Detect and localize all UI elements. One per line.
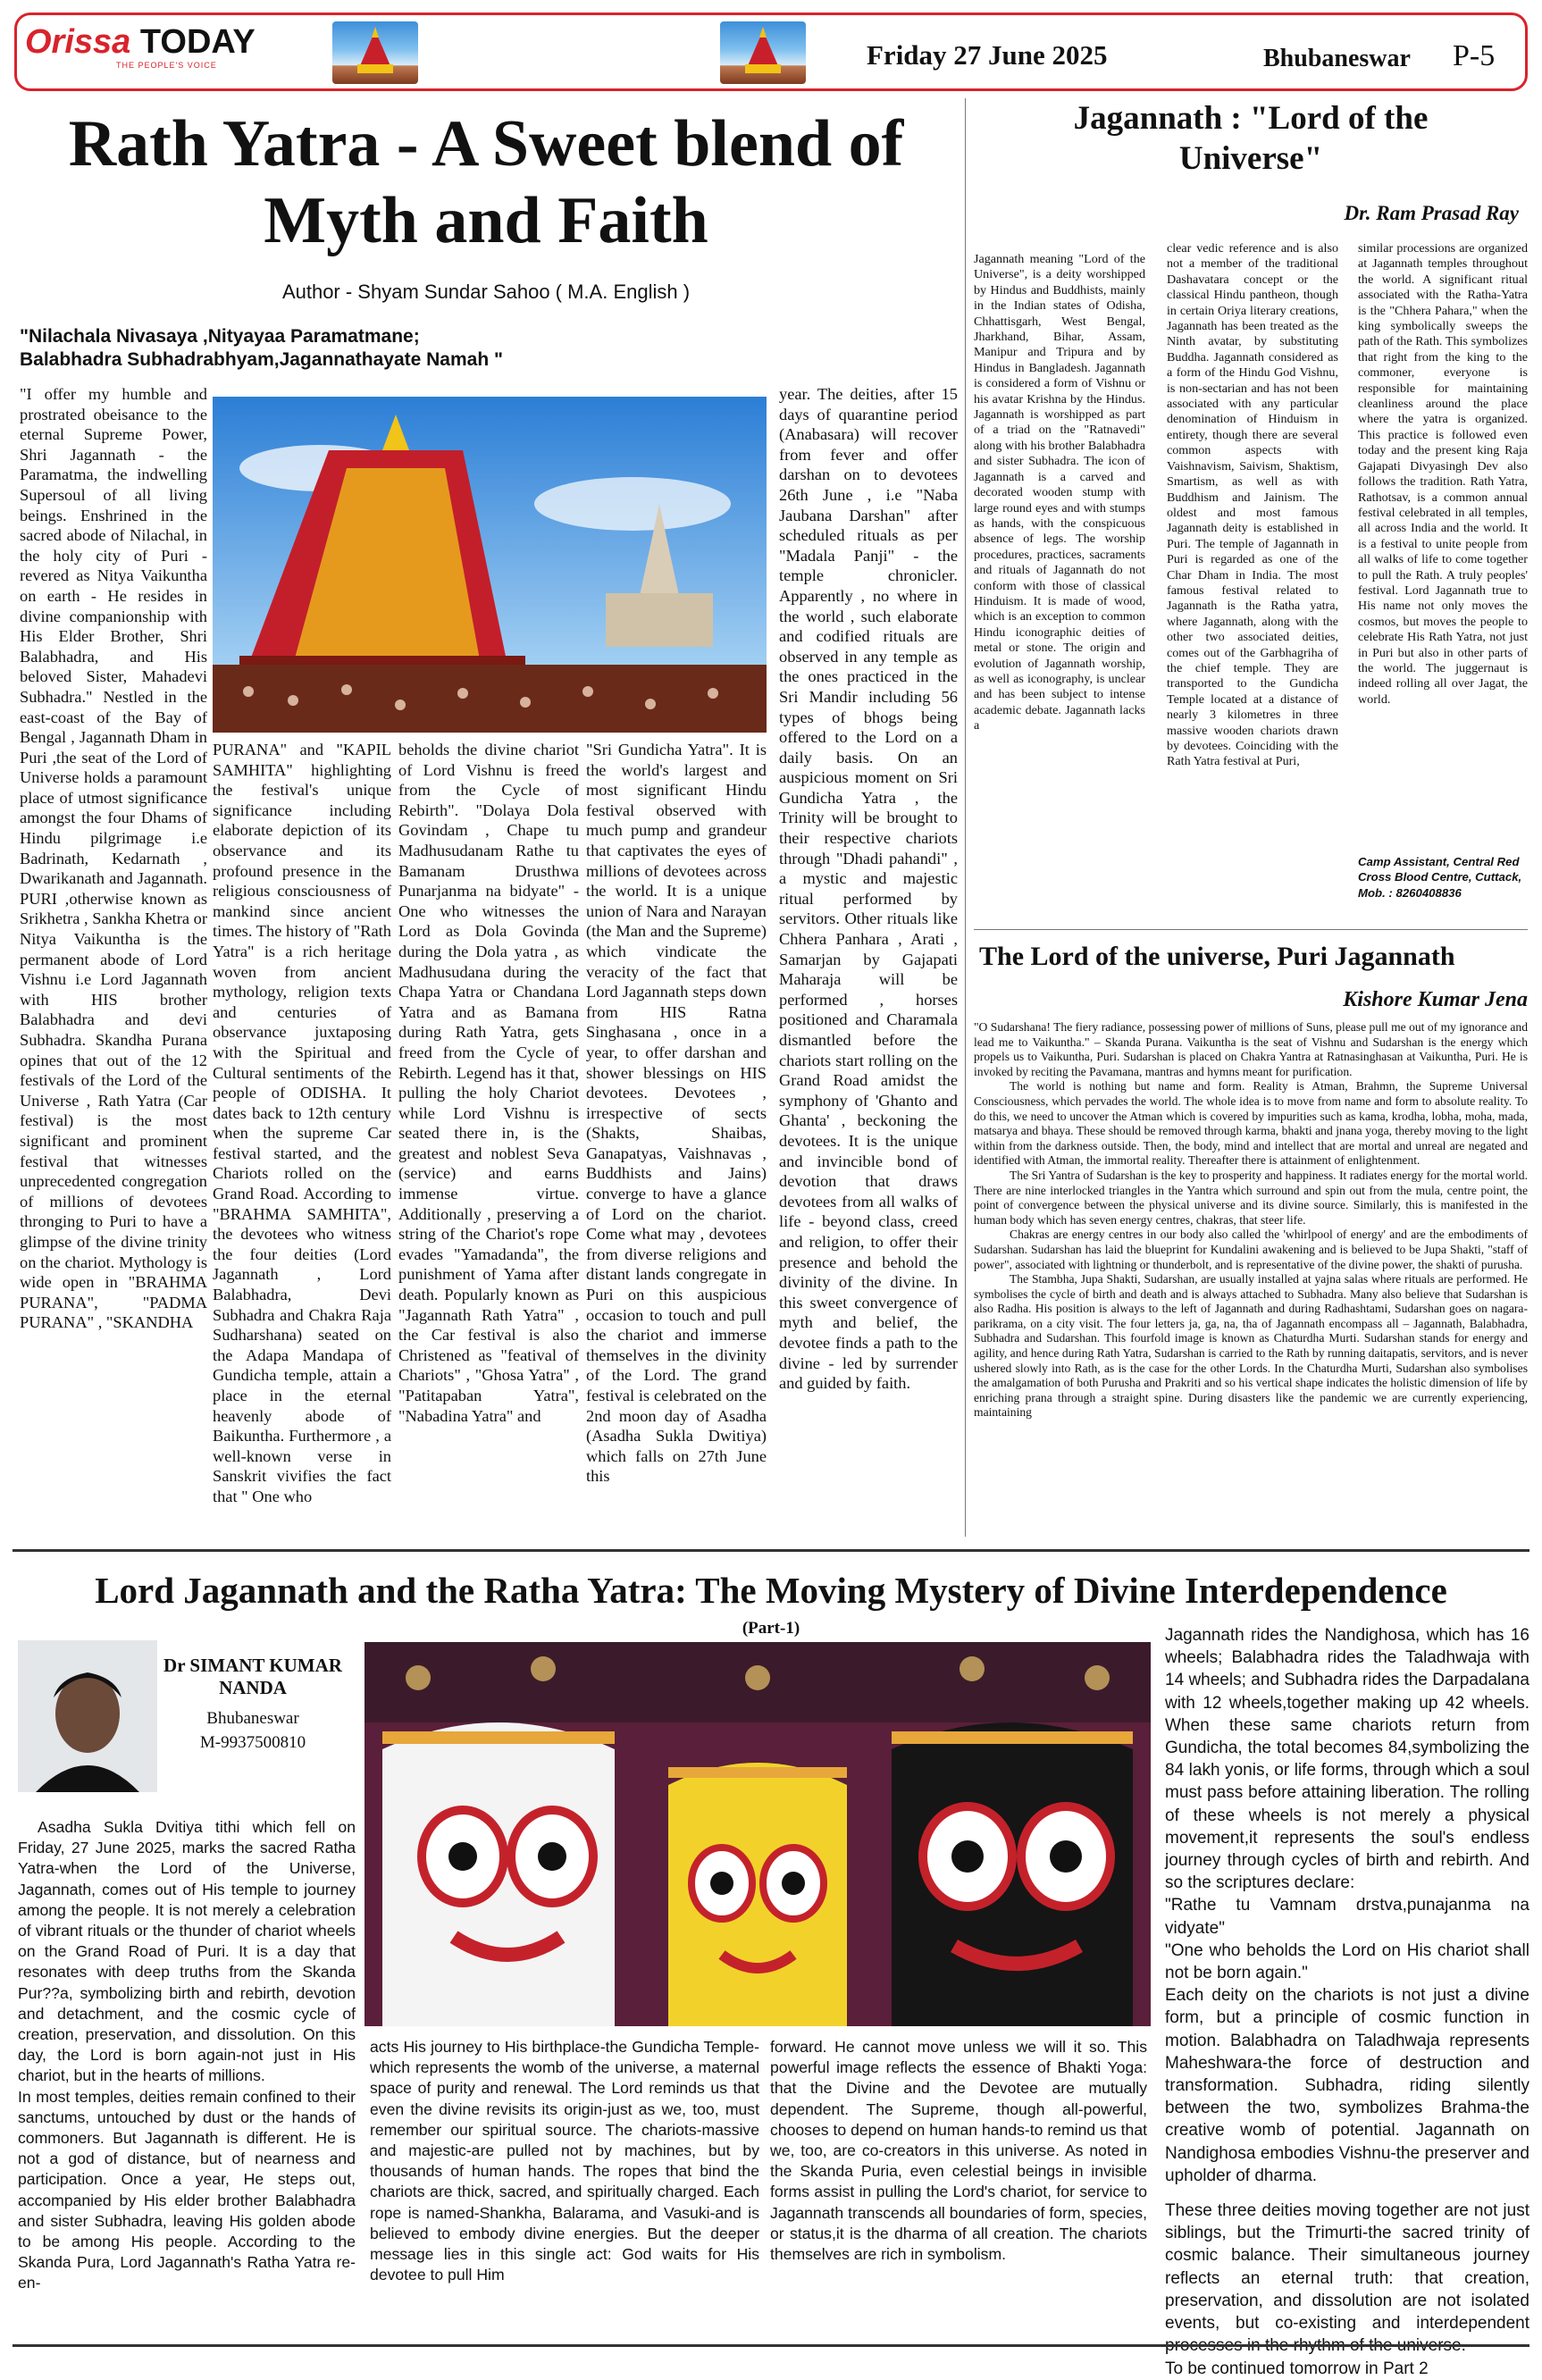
- deities-photo-icon: [365, 1642, 1151, 2026]
- article1-column-5: year. The deities, after 15 days of quarantine period (Anabasara) will recover from fever and offer darshan on to devotees 26th June , i.e "Naba Jaubana Darshan" after scheduled rituals as per "Madala Panji" - the temple chronicler. Apparently , no where in the world , such elaborate and codified rituals are observed in any temple as the ones practiced in the Sri Mandir including 56 types of bhogs being offered to the Lord on a daily basis. On an auspicious moment on Sri Gundicha Yatra , the Trinity will be brought to their respective chariots through "Dhadi pahandi" , a mystic and majestic ritual performed by servitors. Other rituals like Chhera Panhara , Arati , Samarjan by Gajapati Maharaja will be performed , horses positioned and Charamala dismantled before the chariots start rolling on the Grand Road amidst the symphony of 'Ghanto and Ghanta' , beckoning the devotees. It is the unique and invincible bond of devotion that draws devotees from all walks of life - beyond class, creed and religion, to offer their presence and behold the divinity of the divine. In this sweet convergence of myth and belief, the devotee finds a path to the divine - led by surrender and guided by faith.: [779, 385, 958, 1393]
- article2-headline: [974, 98, 1528, 179]
- article1-column-4: "Sri Gundicha Yatra". It is the world's largest and most significant Hindu festival observed with much pump and grandeur that captivates the eyes of millions of devotees across the world. It is a unique union of Nara and Narayan (the Man and the Supreme) which vindicate the veracity of the fact that Lord Jagannath steps down from HIS Ratna Singhasana , once in a year, to offer darshan and shower blessings on HIS devotees. Devotees , irrespective of sects (Shakts, Shaibas, Ganapatyas, Vaishnavas , Buddhists and Jains) converge to have a glance of Lord on the chariot. Come what may , devotees from diverse religions and distant lands congregate in Puri on this auspicious occasion to touch and pull the chariot and immerse themselves in the divinity of the Lord. The grand festival is celebrated on the 2nd moon day of Asadha (Asadha Sukla Dwitiya) which falls on 27th June this: [586, 741, 767, 1486]
- section-divider: [13, 1549, 1529, 1552]
- article3-byline: Kishore Kumar Jena: [1343, 988, 1528, 1011]
- author-mobile: M-9937500810: [199, 1733, 306, 1752]
- headline-line-2: Myth and Faith: [264, 184, 708, 257]
- mantra-line-2: Balabhadra Subhadrabhyam,Jagannathayate Namah ": [20, 349, 503, 370]
- article4-paragraph: In most temples, deities remain confined to their sanctums, untouched by dust or the hands of commoners. But Jagannath is different. He is not a god of distance, but of nearness and participation. Once a year, He steps out, accompanied by His elder brother Balabhadra and sister Subhadra, leaving His golden abode to be among His people. According to the Skanda Pura, Lord Jagannath's Ratha Yatra re-en-: [18, 2087, 356, 2292]
- article2-column-2: clear vedic reference and is also not a member of the traditional Dashavatara concept or the classical Hindu pantheon, though in certain Oriya literary creations, Jagannath has been treated as the Ninth avatar, by substituting Buddha. Jagannath considered as a form of the Hindu God Vishnu, is non-sectarian and has not been associated with any particular denomination of Hinduism in entirety, though there are several common aspects with Vaishnavism, Saivism, Shaktism, Smartism, as well as with Buddhism and Jainism. The oldest and most famous Jagannath deity is established in Puri. The temple of Jagannath in Puri is regarded as one of the Char Dham in India. The most famous festival related to Jagannath is the Ratha yatra, where Jagannath, along with the other two associated deities, comes out of the Garbhagriha of the chief temple. They are transported to the Gundicha Temple located at a distance of nearly 3 kilometres in three massive wooden chariots drawn by devotees. Coinciding with the Rath Yatra festival at Puri,: [1167, 241, 1338, 769]
- article4-column-4: [1165, 1624, 1529, 2378]
- edition-city: Bhubaneswar: [1263, 45, 1411, 72]
- article2-signoff: Camp Assistant, Central Red Cross Blood Centre, Cuttack, Mob. : 8260408836: [1358, 855, 1522, 900]
- article4-paragraph: Each deity on the chariots is not just a divine form, but a principle of cosmic function in motion. Balabhadra on Taladhwaja represents Maheshwara-the force of destruction and transformation. Subhadra, riding silently between the two, symbolizes Brahma-the creative womb of potential. Jagannath on Nandighosa embodies Vishnu-the preserver and upholder of dharma.: [1165, 1986, 1529, 2185]
- article4-paragraph: These three deities moving together are not just siblings, but the Trimurti-the sacred trinity of cosmic balance. Their simultaneous journey reflects an eternal truth: that creation, preservation, and dissolution are not isolated events, but co-existing and interdependent: [1165, 2201, 1529, 2334]
- author-photo: [18, 1640, 157, 1792]
- section-divider: [974, 929, 1528, 930]
- article4-column-1: [18, 1817, 356, 2341]
- rath-yatra-chariot-photo: [213, 397, 767, 733]
- person-icon: [18, 1640, 157, 1792]
- page-bottom-rule: [13, 2344, 1529, 2347]
- article4-paragraph: Jagannath rides the Nandighosa, which has 16 wheels; Balabhadra rides the Taladhwaja with 14 wheels; and Subhadra rides the Darpadalana with 12 wheels,together making up 42 wheels. When these same chariots return from Gundicha, the total becomes 84,symbolizing the 84 lakh yonis, or life forms, through which a soul must pass before attaining liberation. The rolling of these wheels is not merely a physical movement,it represents the soul's endless journey through cycles of birth and rebirth. And so the scriptures declare:: [1165, 1626, 1529, 1893]
- article4-paragraph: Asadha Sukla Dvitiya tithi which fell on Friday, 27 June 2025, marks the sacred Ratha Yatra-when the Lord of the Universe, Jagannath, comes out of His temple to journey among the people. It is not merely a celebration of vibrant rituals or the thunder of chariot wheels on the Grand Road of Puri. It is a day that resonates with deep truths from the Skanda Pur??a, symbolizing birth and rebirth, devotion and detachment, and the cosmic cycle of creation, preservation, and dissolution. On this day, the Lord is born again-not just in His chariot, but in the hearts of millions.: [18, 1818, 356, 2085]
- article3-paragraph: The Stambha, Jupa Shakti, Sudarshan, are usually installed at yajna salas where rituals are performed. He symbolises the cycle of birth and death and is always attached to Subhadra. Many also believe that Sudarshan is also Radha. His position is always to the left of Jagannath and during Radhashtami, Sudarshan goes on nagara-parikrama, on a city visit. The four letters ja, ga, na, tha of Jagannath encompass all – Jagannath, Balabhadra, Subhadra and Sudarshan. This fourfold image is known as Chaturdha Murti. Sudarshan stands for energy and agility, and hence during Rath Yatra, Sudarshan is carried to the Rath by running daitapatis, servitors, and is never ushered slowly into Rath, as is the case for the other Lords. In the Chaturdha Murti, Sudarshan also symbolises the amalgamation of both Purusha and Prakriti and so his vertical shape indicates the holistic dimension of life by enriching prana through a straight spine. During disasters like the pandemic we are currently experiencing, maintaining: [974, 1272, 1528, 1420]
- logo-today-text: TODAY: [139, 23, 256, 61]
- newspaper-logo: [25, 23, 256, 62]
- header-chariot-image-left: [332, 21, 418, 84]
- article4-continued-note: To be continued tomorrow in Part 2: [1165, 2359, 1429, 2378]
- article1-mantra: [20, 325, 556, 372]
- mantra-line-1: "Nilachala Nivasaya ,Nityayaa Paramatmane;: [20, 326, 420, 347]
- article4-part-label: (Part-1): [742, 1619, 800, 1638]
- headline-line-1: Rath Yatra - A Sweet blend of: [68, 107, 904, 180]
- article1-column-2: PURANA" and "KAPIL SAMHITA" highlighting the festival's unique significance including elaborate depiction of its observance and its profound presence in the religious consciousness of mankind since ancient times. The history of "Rath Yatra" is a rich heritage woven from ancient mythology, religion texts and centuries of observance juxtaposing with the Spiritual and Cultural sentiments of the people of ODISHA. It dates back to 12th century when the supreme Car festival started, and the Chariots rolled on the Grand Road. According to "BRAHMA SAMHITA", the devotees who witness the four deities (Lord Jagannath , Lord Balabhadra, Devi Subhadra and Chakra Raja Sudharshana) seated on the Adapa Mandapa of Gundicha temple, attain a place in the eternal heavenly abode of Baikuntha. Furthermore , a well-known verse in Sanskrit vivifies the fact that " One who: [213, 741, 391, 1505]
- article4-headline: Lord Jagannath and the Ratha Yatra: The Moving Mystery of Divine Interdependence: [95, 1570, 1447, 1611]
- article1-headline: [13, 105, 960, 259]
- article4-author-info: [159, 1706, 347, 1755]
- column-divider: [965, 98, 966, 1537]
- logo-main-text: Orissa: [25, 23, 131, 61]
- article2-column-3: similar processions are organized at Jagannath temples throughout the world. A significant ritual associated with the Ratha-Yatra is the "Chhera Pahara," when the king symbolically sweeps the path of the Rath. This symbolizes that right from the king to the commoner, everyone is responsible for maintaining cleanliness around the place where the yatra is organized. This practice is followed even today and the present king Raja Gajapati Divyasingh Dev also follows the tradition. Rath Yatra, Rathotsav, is a common annual festival celebrated in all temples, all across India and the world. It is a festival to unite people from all walks of life to come together to pull the Rath. A truly peoples' festival. Lord Jagannath true to His name not only moves the cosmos, but moves the people to celebrate His Rath Yatra, not just in Puri but also in other parts of the world. The juggernaut is indeed rolling all over Jagat, the world.: [1358, 241, 1528, 707]
- headline-line-2: Universe": [1178, 140, 1323, 177]
- article4-column-2: acts His journey to His birthplace-the Gundicha Temple-which represents the womb of the universe, a maternal space of purity and renewal. The Lord reminds us that even the divine revisits its origin-just as we, too, must remember our spiritual source. The chariots-massive and majestic-are pulled not by machines, but by thousands of human hands. The ropes that bind the chariots are thick, sacred, and spiritually charged. Each rope is named-Shankha, Balarama, and Vasuki-and is believed to embody divine energies. But the deeper message lies in this single act: God waits for His devotee to pull Him: [370, 2038, 759, 2284]
- article3-paragraph: The world is nothing but name and form. Reality is Atman, Brahmn, the Supreme Universal Consciousness, which pervades the world. The whole idea is to move from name and form to absolute reality. To do this, we need to uncover the Atman which is covered by impurities such as kama, krodha, lobha, moha, mada, matsarya and bhaya. These should be removed through karma, bhakti and jnana yoga, thereby moving to the light within from the darkness outside. Then, the body, mind and intellect that are mortal and unreal are negated and identified with Atman, the immortal reality. Thereafter there is attainment of enlightenment.: [974, 1079, 1528, 1168]
- chariot-image-icon: [332, 21, 418, 84]
- author-name-line-1: Dr SIMANT KUMAR: [163, 1655, 342, 1676]
- article4-column-3: forward. He cannot move unless we will it so. This powerful image reflects the essence of Bhakti Yoga: that the Divine and the Devotee are mutually dependent. The Supreme, though all-powerful, chooses to depend on human hands-to remind us that we, too, are co-creators in this universe. As noted in the Skanda Puria, even celestial beings in invisible forms assist in pulling the Lord's chariot, for service to Jagannath transcends all boundaries of form, species, or status,it is the dharma of all creation. The chariots themselves are rich in symbolism.: [770, 2038, 1147, 2264]
- article3-paragraph: The Sri Yantra of Sudarshan is the key to prosperity and happiness. It radiates energy for the mortal world. There are nine interlocked triangles in the Yantra which surround and spin out from the mula, centre point, the point of convergence between the physical universe and its divine source. Similarly, this is manifested in the human body which has seven energy centres, chakras, that steer life.: [974, 1168, 1528, 1227]
- headline-line-1: Jagannath : "Lord of the: [1073, 100, 1429, 137]
- article4-quote: "Rathe tu Vamnam drstva,punajanma na vidyate": [1165, 1896, 1529, 1938]
- jagannath-deities-photo: [365, 1642, 1151, 2026]
- article1-author: Author - Shyam Sundar Sahoo ( M.A. English ): [281, 281, 691, 303]
- article1-column-3: beholds the divine chariot of Lord Vishnu is freed from the Cycle of Rebirth". "Dolaya Dola Govindam , Chape tu Madhusudanam Rathe tu Bamanam Drusthwa Punarjanma na bidyate" - One who witnesses the Lord as Dola Govinda during the Dola yatra , as Madhusudana during the Chapa Yatra or Chandana Yatra and as Bamana during Rath Yatra, gets freed from the Cycle of Rebirth. Legend has it that, pulling the holy Chariot while Lord Vishnu is seated there in, is the greatest and noblest Seva (service) and earns immense virtue. Additionally , preserving a string of the Chariot's rope evades "Yamadanda", the punishment of Yama after death. Popularly known as "Jagannath Rath Yatra" , the Car festival is also Christened as "featival of Chariots" , "Ghosa Yatra" , "Patitapaban Yatra", "Nabadina Yatra" and: [398, 741, 579, 1425]
- chariot-image-icon: [720, 21, 806, 84]
- issue-date: Friday 27 June 2025: [867, 39, 1108, 71]
- page-number: P-5: [1453, 39, 1496, 72]
- article1-column-1: "I offer my humble and prostrated obeisance to the eternal Supreme Power, Shri Jagannath - the Paramatma, the indwelling Supersoul of all living beings. Enshrined in the sacred abode of Nilachal, in the holy city of Puri - revered as Nitya Vaikuntha on earth - He resides in divine companionship with His Elder Brother, Shri Balabhadra, and His beloved Sister, Mahadevi Subhadra." Nestled in the east-coast of the Bay of Bengal , Jagannath Dham in Puri ,the seat of the Lord of Universe holds a paramount place of utmost significance amongst the four Dhams of Hindu pilgrimage i.e Badrinath, Kedarnath , Dwarikanath and Jagannath. PURI ,otherwise known as Srikhetra , Sankha Khetra or Nitya Vaikuntha is the permanent abode of Lord Vishnu i.e Lord Jagannath with HIS brother Balabhadra and devi Subhadra. Skandha Purana opines that out of the 12 festivals of the Lord of the Universe , Rath Yatra (Car festival) is the most significant and prominent festival that witnesses unprecedented congregation of millions of devotees thronging to Puri to have a glimpse of the divine trinity on the chariot. Mythology is wide open in "BRAHMA PURANA", "PADMA PURANA" , "SKANDHA: [20, 385, 207, 1332]
- article3-paragraph: Chakras are energy centres in our body also called the 'whirlpool of energy' and are the embodiments of Sudarshan. Sudarshan has laid the blueprint for Kundalini awakening and is believed to be Jupa Shakti, "staff of power", associated with lightning or thunderbolt, and is representative of the divine power, the shakti of purusha.: [974, 1228, 1528, 1271]
- article2-column-1: Jagannath meaning "Lord of the Universe", is a deity worshipped by Hindus and Buddhists, mainly in the Indian states of Odisha, Chhattisgarh, West Bengal, Jharkhand, Bihar, Assam, Manipur and Tripura and by Hindus in Bangladesh. Jagannath is considered a form of Vishnu or his avatar Krishna by the Hindus. Jagannath is worshipped as part of a triad on the "Ratnavedi" along with his brother Balabhadra and sister Subhadra. The icon of Jagannath is a carved and decorated wooden stump with large round eyes and with stumps as hands, with the conspicuous absence of legs. The worship procedures, practices, sacraments and rituals of Jagannath do not conform with those of classical Hinduism. It is made of wood, which is an exception to common Hindu iconographic deities of metal or stone. The origin and evolution of Jagannath worship, as well as iconography, is unclear and has been subject to intense academic debate. Jagannath lacks a: [974, 252, 1145, 733]
- article4-quote: "One who beholds the Lord on His chariot shall not be born again.": [1165, 1940, 1529, 1983]
- article2-byline: Dr. Ram Prasad Ray: [1344, 202, 1519, 224]
- chariot-photo-icon: [213, 397, 767, 733]
- author-name-line-2: NANDA: [219, 1677, 287, 1698]
- article3-paragraph: "O Sudarshana! The fiery radiance, possessing power of millions of Suns, please pull me out of my ignorance and lead me to Vaikuntha." – Skanda Purana. Vaikuntha is the seat of Vishnu and Sudarshan is the energy which propels us to Vaikuntha, Puri. Sudarshan is placed on Chakra Yantra at Ratnasinghasan at Vaikuntha, Puri. He is invoked by reciting the Pavamana, mantras and hymns meant for purification.: [974, 1020, 1528, 1078]
- article3-headline: The Lord of the universe, Puri Jagannath: [979, 942, 1455, 971]
- author-city: Bhubaneswar: [206, 1709, 299, 1728]
- article3-body: [974, 1020, 1528, 1531]
- header-chariot-image-right: [720, 21, 806, 84]
- article4-author-name: [159, 1655, 347, 1699]
- logo-tagline: THE PEOPLE'S VOICE: [116, 61, 217, 70]
